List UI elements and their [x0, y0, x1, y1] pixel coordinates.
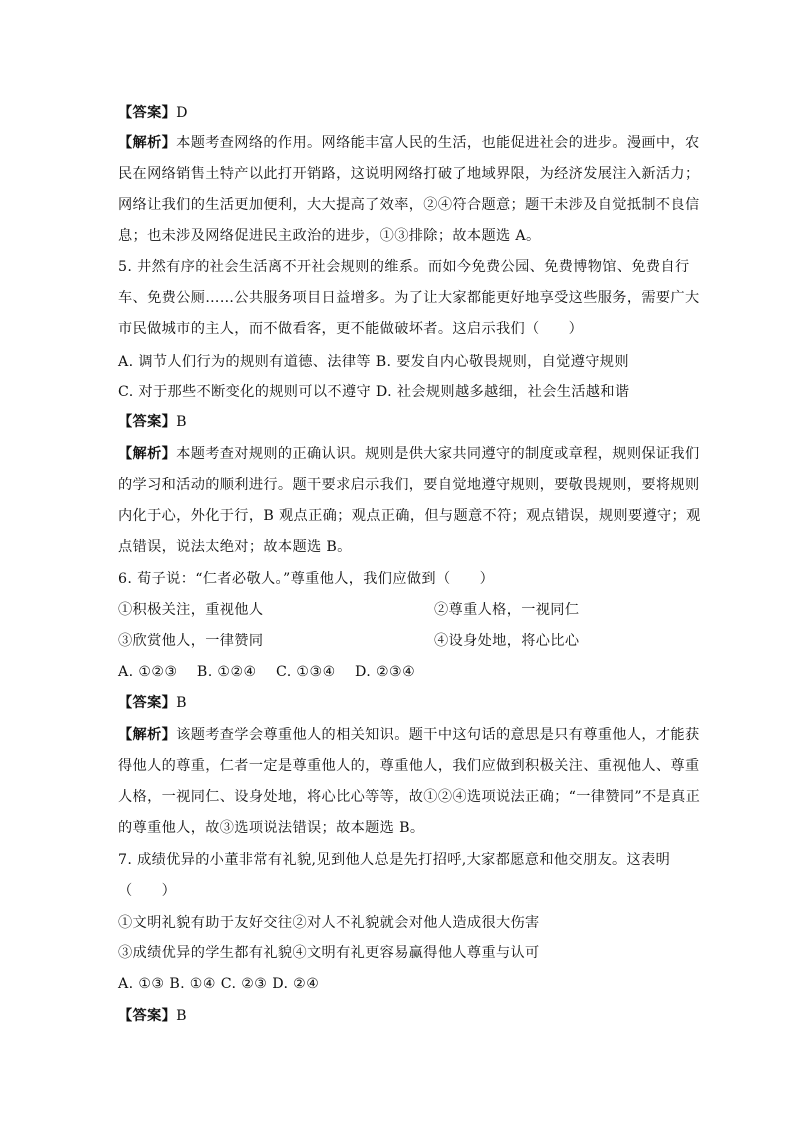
q6-item-4: ④设身处地，将心比心: [434, 633, 580, 649]
q6-analysis-line-1: 【解析】该题考查学会尊重他人的相关知识。题干中这句话的意思是只有尊重他人，才能获: [118, 727, 700, 743]
q6-answer-value: B: [176, 695, 187, 711]
analysis-label: 【解析】: [118, 135, 177, 151]
q5-analysis-line-4: 点错误，说法太绝对；故本题选 B。: [118, 539, 352, 555]
q7-stem-line-2: （ ）: [118, 883, 177, 899]
q5-options-cd: C. 对于那些不断变化的规则可以不遵守 D. 社会规则越多越细，社会生活越和谐: [118, 384, 630, 400]
q5-analysis-line-1: 【解析】本题考查对规则的正确认识。规则是供大家共同遵守的制度或章程，规则保证我们: [118, 446, 700, 462]
q6-item-3: ③欣赏他人，一律赞同: [118, 633, 264, 649]
q7-items-row-2: ③成绩优异的学生都有礼貌④文明有礼更容易赢得他人尊重与认可: [118, 945, 540, 961]
q5-stem-line-3: 市民做城市的主人，而不做看客，更不能做破坏者。这启示我们（ ）: [118, 321, 584, 337]
q5-stem-line-1: 5. 井然有序的社会生活离不开社会规则的维系。而如今免费公园、免费博物馆、免费自行: [118, 259, 690, 275]
q6-items-row-2: [118, 631, 688, 651]
q6-items-row-1: [118, 600, 688, 620]
q6-item-1: ①积极关注，重视他人: [118, 602, 264, 618]
q4-analysis-line-2: 民在网络销售土特产以此打开销路，这说明网络打破了地域界限，为经济发展注入新活力；: [118, 166, 700, 182]
q4-analysis-line-4: 息；也未涉及网络促进民主政治的进步，①③排除；故本题选 A。: [118, 228, 541, 244]
q4-answer-value: D: [176, 105, 188, 121]
q6-analysis-line-2: 得他人的尊重，仁者一定是尊重他人的，尊重他人，我们应做到积极关注、重视他人、尊重: [118, 758, 700, 774]
q4-analysis-line-1: 【解析】本题考查网络的作用。网络能丰富人民的生活，也能促进社会的进步。漫画中，农: [118, 135, 700, 151]
q6-options: A. ①②③ B. ①②④ C. ①③④ D. ②③④: [118, 664, 416, 680]
q4-answer: [118, 103, 688, 123]
q5-stem-line-2: 车、免费公厕……公共服务项目日益增多。为了让大家都能更好地享受这些服务，需要广大: [118, 290, 700, 306]
q6-analysis-line-4: 的尊重他人，故③选项说法错误；故本题选 B。: [118, 820, 425, 836]
answer-label: 【答案】: [118, 105, 177, 121]
q7-items-row-1: ①文明礼貌有助于友好交往②对人不礼貌就会对他人造成很大伤害: [118, 915, 540, 931]
q6-answer: 【答案】B: [118, 695, 187, 711]
q5-analysis-line-2: 的学习和活动的顺利进行。题干要求启示我们，要自觉地遵守规则，要敬畏规则，要将规则: [118, 477, 700, 493]
q7-stem-line-1: 7. 成绩优异的小董非常有礼貌,见到他人总是先打招呼,大家都愿意和他交朋友。这表明: [118, 852, 671, 868]
q5-options-ab: A. 调节人们行为的规则有道德、法律等 B. 要发自内心敬畏规则，自觉遵守规则: [118, 354, 629, 370]
q6-analysis-line-3: 人格，一视同仁、设身处地，将心比心等等，故①②④选项说法正确；“一律赞同”不是真正: [118, 789, 701, 805]
q4-analysis-line-3: 网络让我们的生活更加便利，大大提高了效率，②④符合题意；题干未涉及自觉抵制不良信: [118, 197, 700, 213]
q5-analysis-line-3: 内化于心，外化于行，B 观点正确；观点正确，但与题意不符；观点错误，规则要遵守；观: [118, 508, 701, 524]
q7-answer-value: B: [176, 1008, 187, 1024]
q5-answer: 【答案】B: [118, 414, 187, 430]
q7-answer: 【答案】B: [118, 1008, 187, 1024]
q6-item-2: ②尊重人格，一视同仁: [434, 602, 580, 618]
q6-stem: 6. 荀子说：“仁者必敬人。”尊重他人，我们应做到（ ）: [118, 571, 495, 587]
q5-answer-value: B: [176, 414, 187, 430]
q7-options: A. ①③ B. ①④ C. ②③ D. ②④: [118, 976, 320, 992]
